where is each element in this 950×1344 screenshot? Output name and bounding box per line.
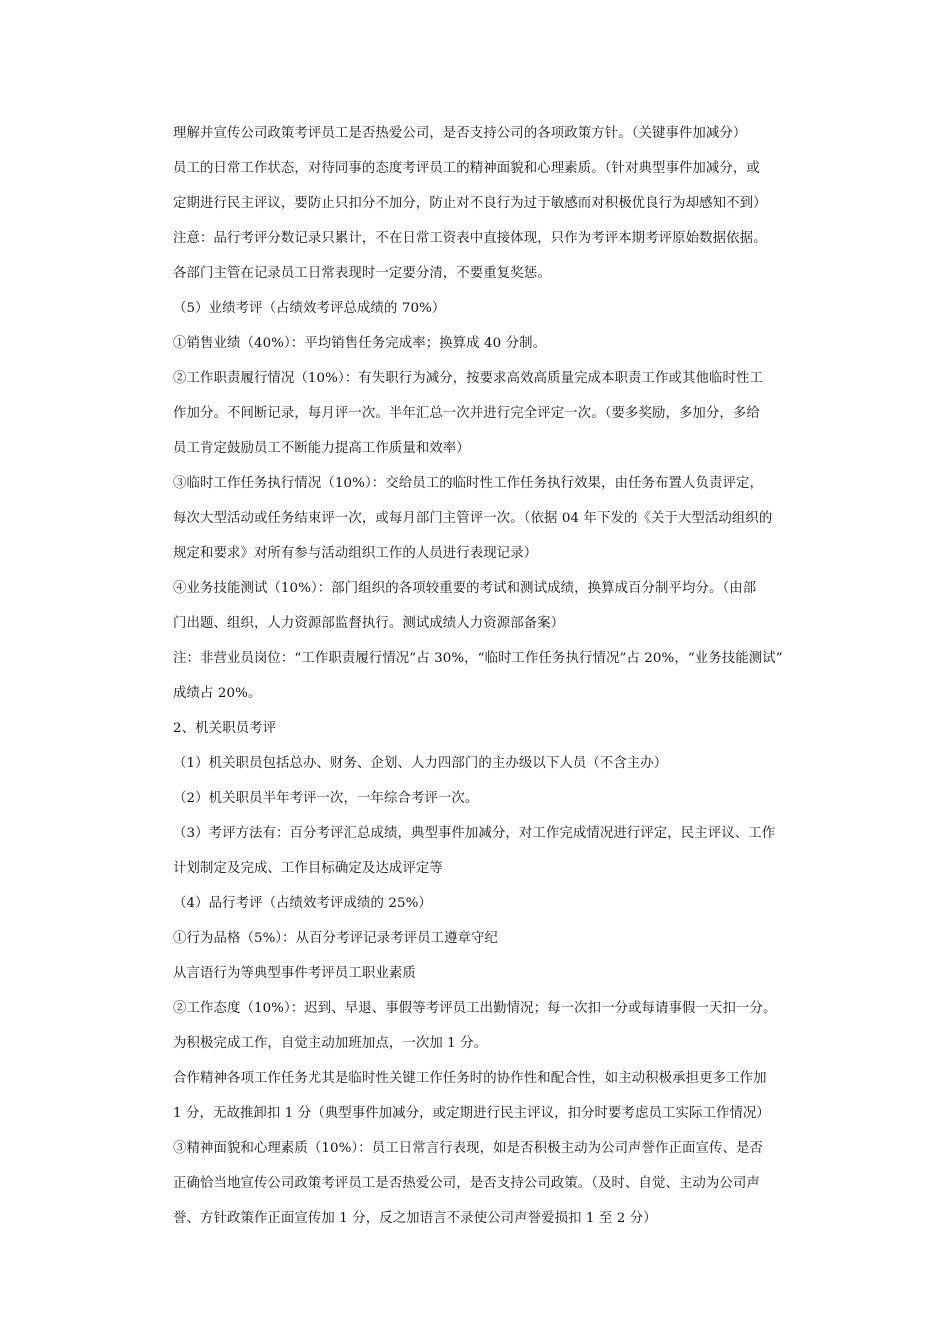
text-line: 员工肯定鼓励员工不断能力提高工作质量和效率） — [173, 441, 470, 456]
text-line: （3）考评方法有：百分考评汇总成绩，典型事件加减分，对工作完成情况进行评定，民主评议、工作 — [173, 826, 776, 841]
text-line: 各部门主管在记录员工日常表现时一定要分清，不要重复奖惩。 — [173, 266, 551, 281]
text-line: 注意：品行考评分数记录只累计，不在日常工资表中直接体现，只作为考评本期考评原始数据依据。 — [173, 231, 767, 246]
text-line: （1）机关职员包括总办、财务、企划、人力四部门的主办级以下人员（不含主办） — [173, 756, 668, 771]
text-line: 每次大型活动或任务结束评一次，或每月部门主管评一次。（依据 04 年下发的《关于大型活动组织的 — [173, 511, 773, 526]
text-line: 规定和要求》对所有参与活动组织工作的人员进行表现记录） — [173, 546, 538, 561]
text-line: 门出题、组织，人力资源部监督执行。测试成绩人力资源部备案） — [173, 616, 565, 631]
text-line: 合作精神各项工作任务尤其是临时性关键工作任务时的协作性和配合性，如主动积极承担更多工作加 — [173, 1071, 767, 1086]
text-line: ①行为品格（5%）：从百分考评记录考评员工遵章守纪 — [173, 931, 499, 946]
text-line: ②工作职责履行情况（10%）：有失职行为减分，按要求高效高质量完成本职责工作或其他临时性工 — [173, 371, 763, 386]
text-line: ②工作态度（10%）：迟到、早退、事假等考评员工出勤情况；每一次扣一分或每请事假一天扣一分。 — [173, 1001, 777, 1016]
text-line: （2）机关职员半年考评一次，一年综合考评一次。 — [173, 791, 479, 806]
text-line: 计划制定及完成、工作目标确定及达成评定等 — [173, 861, 443, 876]
text-line: 从言语行为等典型事件考评员工职业素质 — [173, 966, 416, 981]
text-line: 1 分，无故推卸扣 1 分（典型事件加减分，或定期进行民主评议，扣分时要考虑员工实际工作情况） — [173, 1106, 770, 1121]
text-line: 定期进行民主评议，要防止只扣分不加分，防止对不良行为过于敏感而对积极优良行为却感知不到） — [173, 196, 767, 211]
text-line: ③临时工作任务执行情况（10%）：交给员工的临时性工作任务执行效果，由任务布置人负责评定， — [173, 476, 763, 491]
text-line: 为积极完成工作，自觉主动加班加点，一次加 1 分。 — [173, 1036, 488, 1051]
text-line: 成绩占 20%。 — [173, 686, 262, 701]
text-line: 员工的日常工作状态，对待同事的态度考评员工的精神面貌和心理素质。（针对典型事件加减分，或 — [173, 161, 760, 176]
text-line: 作加分。不间断记录，每月评一次。半年汇总一次并进行完全评定一次。（要多奖励，多加分，多给 — [173, 406, 760, 421]
section-heading: 2、机关职员考评 — [173, 721, 277, 736]
text-line: 正确恰当地宣传公司政策考评员工是否热爱公司，是否支持公司政策。（及时、自觉、主动为公司声 — [173, 1176, 760, 1191]
section-heading: （4）品行考评（占绩效考评成绩的 25%） — [173, 896, 432, 911]
text-line: 誉、方针政策作正面宣传加 1 分，反之加语言不录使公司声誉爱损扣 1 至 2 分） — [173, 1211, 657, 1226]
text-line: 理解并宣传公司政策考评员工是否热爱公司，是否支持公司的各项政策方针。（关键事件加减分） — [173, 126, 747, 141]
text-line: ③精神面貌和心理素质（10%）：员工日常言行表现，如是否积极主动为公司声誉作正面宣传、是否 — [173, 1141, 763, 1156]
text-line: ①销售业绩（40%）：平均销售任务完成率；换算成 40 分制。 — [173, 336, 547, 351]
section-heading: （5）业绩考评（占绩效考评总成绩的 70%） — [173, 301, 446, 316]
text-line: 注：非营业员岗位：“工作职责履行情况”占 30%，“临时工作任务执行情况”占 20%，“业务技能测试” — [173, 651, 783, 666]
text-line: ④业务技能测试（10%）：部门组织的各项较重要的考试和测试成绩，换算成百分制平均分。（由部 — [173, 581, 757, 596]
